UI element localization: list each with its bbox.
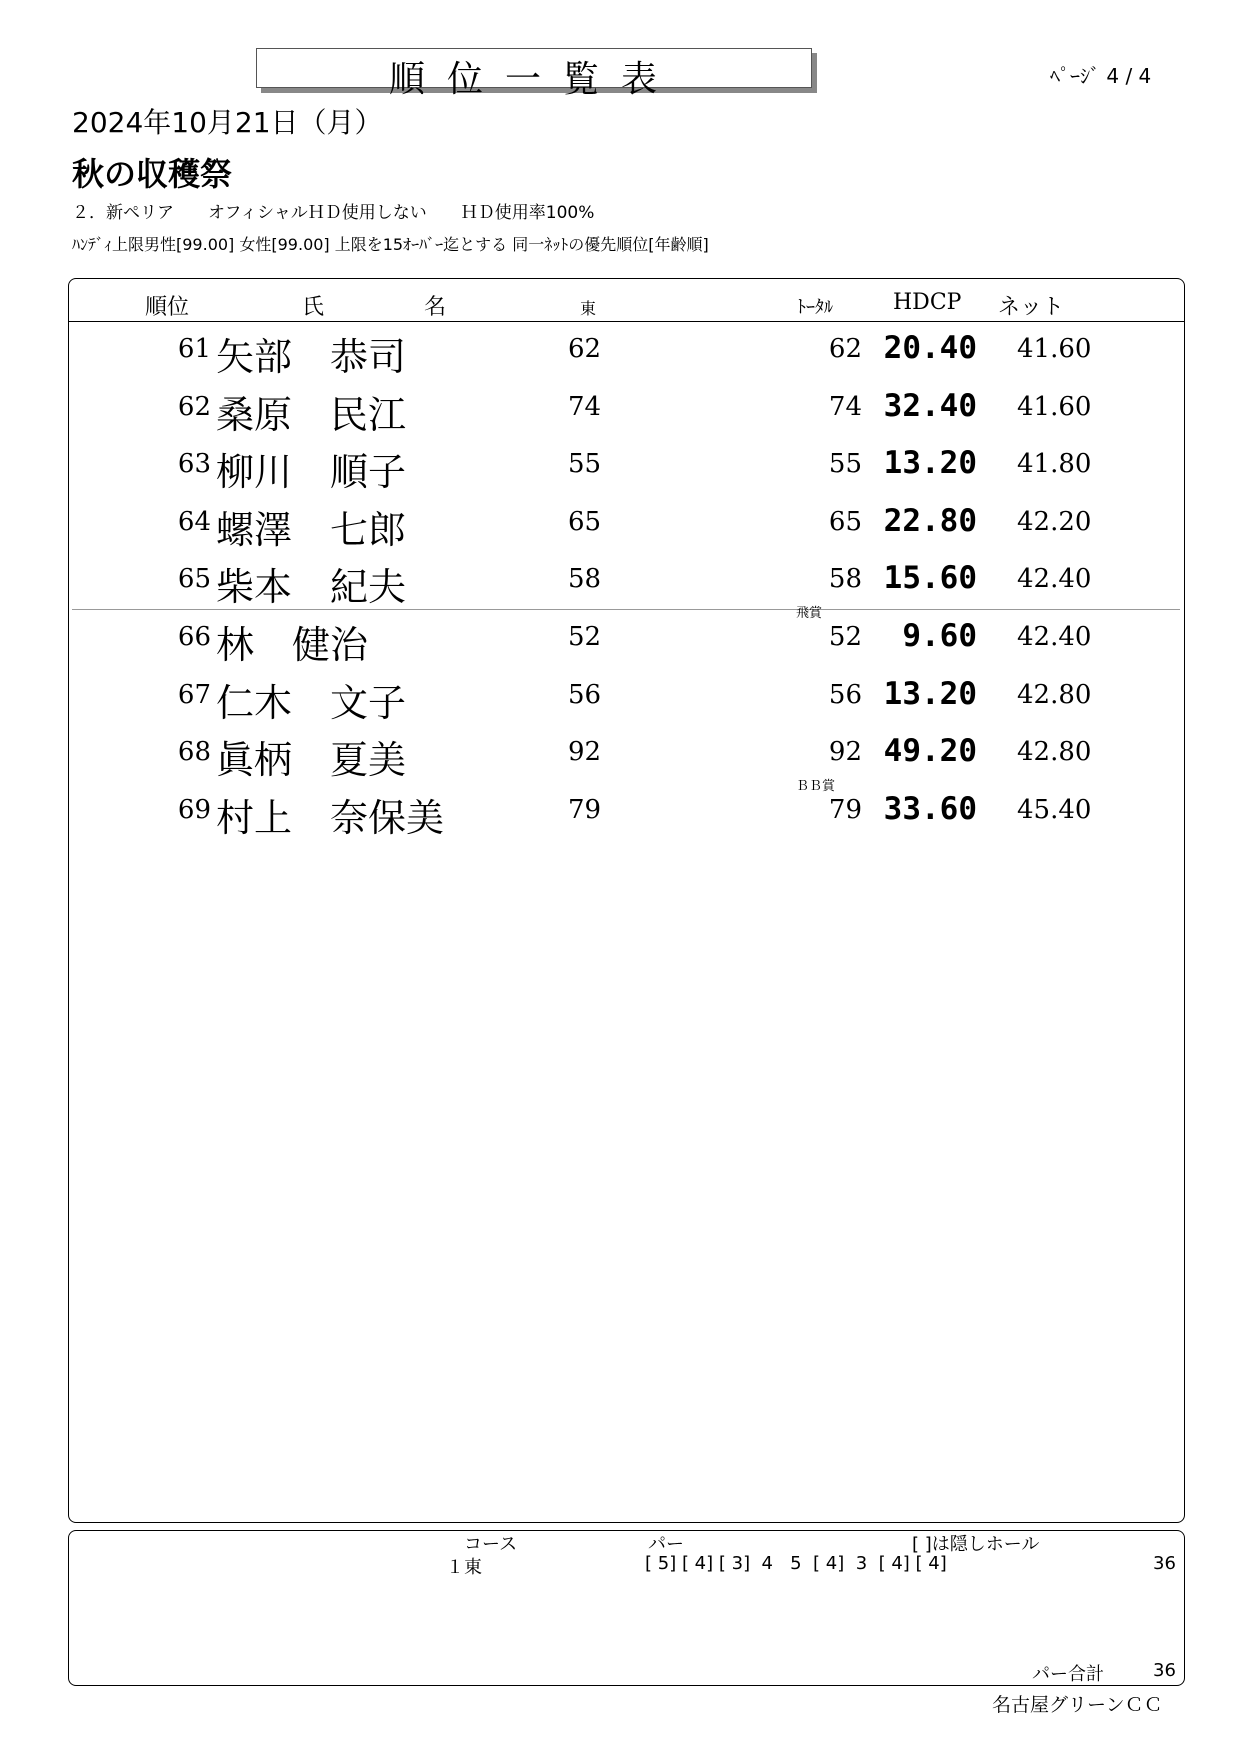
score-total: 55 [828,449,862,480]
handicap: 33.60 [883,790,977,827]
col-header-east: 東 [580,299,597,318]
player-name: 柴本 紀夫 [216,565,407,610]
hole-pars: [ 5] [ 4] [ 3] 4 5 [ 4] 3 [ 4] [ 4] [645,1553,947,1574]
table-row [0,380,1241,438]
score-east: 92 [568,737,602,768]
player-rank: 63 [177,449,211,480]
award-label: 飛賞 [796,606,823,622]
handicap: 20.40 [883,330,977,366]
score-east: 79 [568,794,602,825]
col-header-total: ﾄｰﾀﾙ [797,297,833,318]
hidden-hole-note: [ ]は隠しホール [912,1534,1040,1555]
player-name: 林 健治 [216,623,369,667]
net-score: 42.20 [1017,506,1092,537]
handicap: 9.60 [902,618,977,654]
handicap: 22.80 [883,502,977,539]
score-total: 56 [828,679,862,710]
player-rank: 65 [177,564,211,595]
player-name: 眞柄 夏美 [216,738,407,783]
competition-date: 2024年10月21日（月） [72,106,383,139]
report-title: 順位一覧表 [388,59,679,100]
net-score: 42.40 [1017,564,1092,595]
table-row [0,725,1241,795]
player-rank: 62 [177,391,211,422]
facility-name: 名古屋グリーンＣＣ [992,1694,1163,1716]
handicap: 32.40 [883,387,977,424]
score-east: 58 [568,564,602,595]
col-header-name-given: 名 [424,295,447,320]
player-rank: 66 [177,622,211,652]
score-east: 52 [568,622,602,652]
score-east: 55 [568,449,602,480]
score-total: 79 [828,794,862,825]
net-score: 42.80 [1017,737,1092,768]
net-score: 42.80 [1017,679,1092,710]
course-name: １東 [446,1557,482,1578]
handicap-conditions: ﾊﾝﾃﾞｨ上限男性[99.00] 女性[99.00] 上限を15ｵｰﾊﾞｰ迄とする 同一ﾈｯﾄの優先順位[年齢順] [72,235,709,254]
score-east: 62 [568,334,602,364]
handicap: 13.20 [883,675,977,712]
handicap: 49.20 [883,733,977,770]
score-total: 58 [828,564,862,595]
table-row [0,437,1241,495]
handicap: 15.60 [883,560,977,597]
net-score: 41.80 [1017,449,1092,480]
score-east: 56 [568,679,602,710]
col-header-name-family: 氏 [302,295,325,320]
net-score: 45.40 [1017,794,1092,825]
player-rank: 67 [177,679,211,710]
col-header-hdcp: HDCP [893,290,962,315]
par-total-label: パー合計 [1032,1664,1104,1685]
net-score: 42.40 [1017,622,1092,652]
table-row [0,322,1241,380]
player-rank: 64 [177,506,211,537]
col-header-rank: 順位 [145,295,190,320]
table-row [0,552,1241,622]
table-row [0,610,1241,668]
player-name: 柳川 順子 [216,450,407,495]
score-total: 74 [828,391,862,422]
player-name: 矢部 恭司 [216,335,407,379]
player-name: 仁木 文子 [216,680,407,725]
net-score: 41.60 [1017,391,1092,422]
report-title-box [256,48,812,100]
net-score: 41.60 [1017,334,1092,364]
player-rank: 69 [177,794,211,825]
scoring-conditions: ２．新ペリア オフィシャルＨＤ使用しない ＨＤ使用率100% [72,203,595,223]
player-rank: 68 [177,737,211,768]
player-name: 桑原 民江 [216,392,407,437]
table-row [0,668,1241,726]
col-header-net: ネット [998,295,1065,320]
score-total: 62 [828,334,862,364]
score-total: 92 [828,737,862,768]
score-east: 65 [568,506,602,537]
par-total-value: 36 [1153,1660,1176,1681]
score-total: 65 [828,506,862,537]
player-name: 村上 奈保美 [216,795,445,840]
player-name: 螺澤 七郎 [216,507,407,552]
course-par-total: 36 [1153,1553,1176,1574]
page-number: ﾍﾟｰｼﾞ 4 / 4 [1050,64,1152,88]
score-total: 52 [828,622,862,652]
table-row [0,495,1241,553]
par-label: パー [648,1534,684,1555]
event-name: 秋の収穫祭 [72,155,233,193]
table-row [0,783,1241,841]
course-label: コース [464,1534,518,1555]
player-rank: 61 [177,334,211,364]
award-label: ＢＢ賞 [796,779,836,795]
handicap: 13.20 [883,445,977,482]
score-east: 74 [568,391,602,422]
